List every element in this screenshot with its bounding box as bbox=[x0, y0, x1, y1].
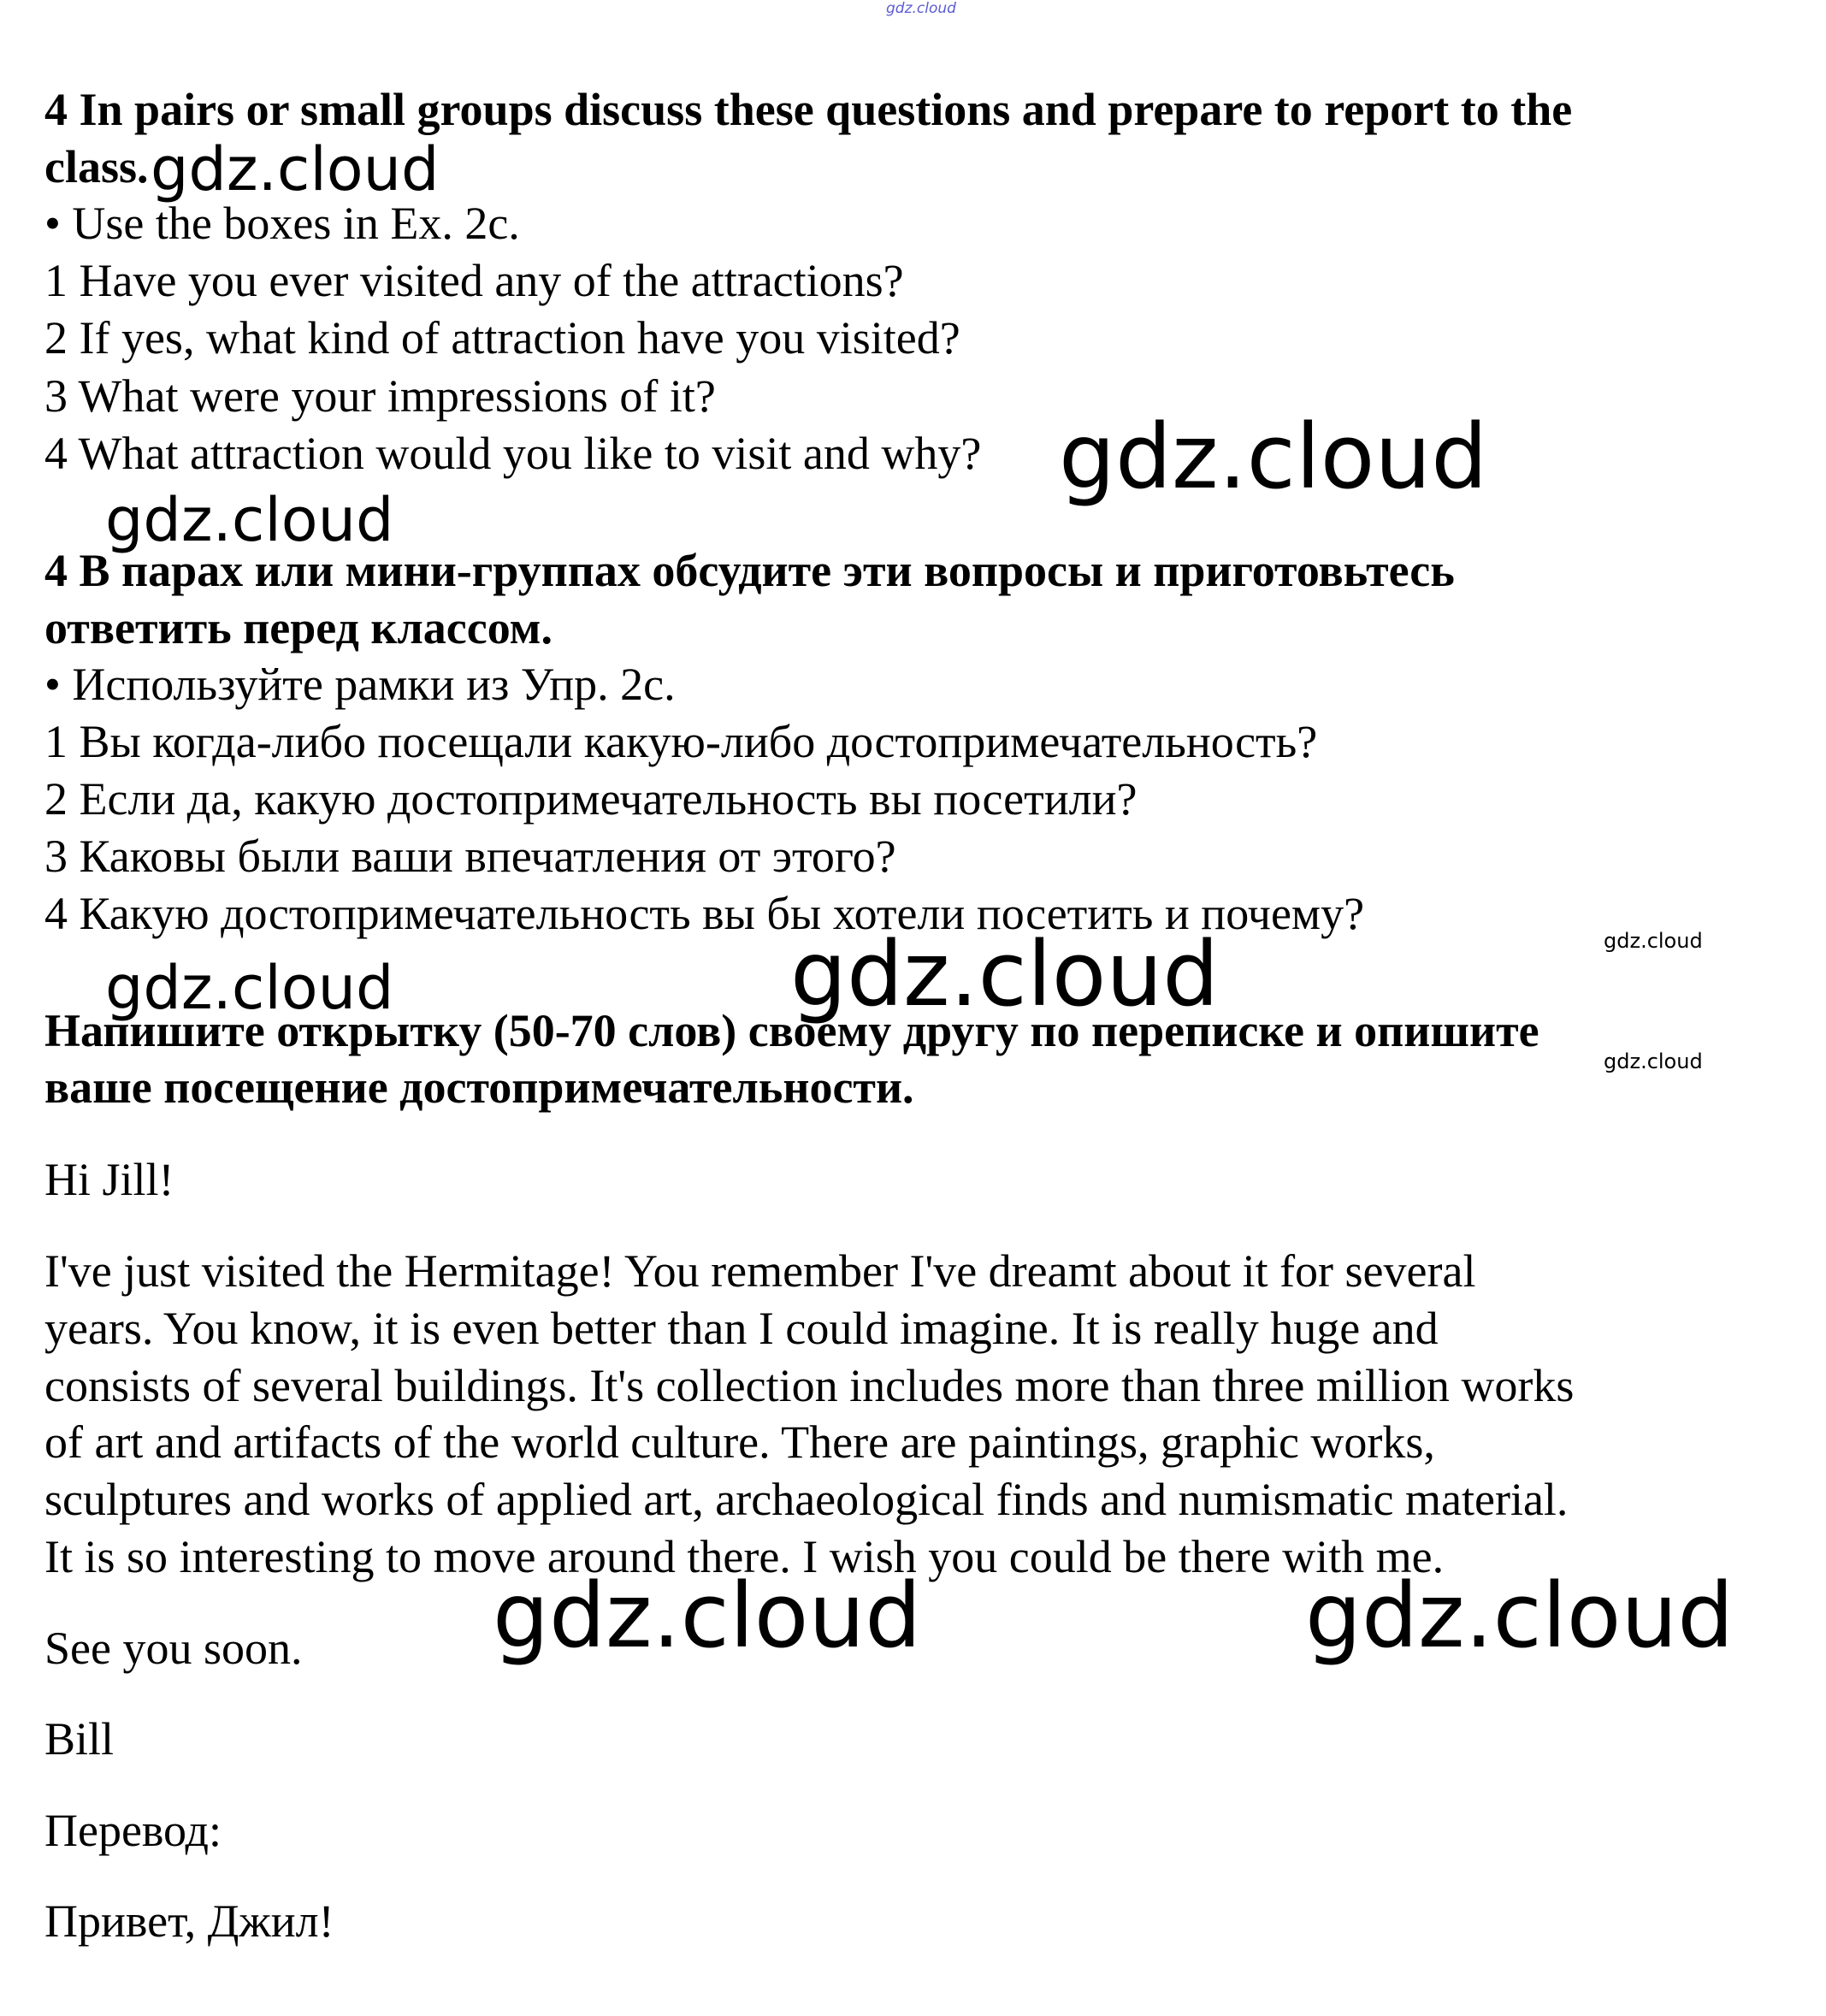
watermark: gdz.cloud bbox=[151, 134, 440, 204]
translation-greeting: Привет, Джил! bbox=[44, 1895, 334, 1947]
letter-body-line-4: of art and artifacts of the world culture. There are paintings, graphic works, bbox=[44, 1416, 1435, 1468]
watermark: gdz.cloud bbox=[1059, 405, 1488, 509]
english-question-1: 1 Have you ever visited any of the attractions? bbox=[44, 255, 904, 306]
letter-signature: Bill bbox=[44, 1713, 115, 1765]
letter-body-line-3: consists of several buildings. It's collection includes more than three million works bbox=[44, 1360, 1575, 1411]
writing-task-heading-line1: Напишите открытку (50-70 слов) своему другу по переписке и опишите bbox=[44, 1005, 1539, 1056]
russian-task-heading-line1: 4 В парах или мини-группах обсудите эти вопросы и приготовьтесь bbox=[44, 545, 1455, 596]
russian-task-heading-line2: ответить перед классом. bbox=[44, 602, 553, 653]
letter-greeting: Hi Jill! bbox=[44, 1154, 174, 1205]
writing-task-heading-line2: ваше посещение достопримечательности. bbox=[44, 1061, 914, 1113]
watermark: gdz.cloud bbox=[105, 485, 394, 555]
watermark: gdz.cloud bbox=[790, 922, 1220, 1026]
letter-body-line-6: It is so interesting to move around there. I wish you could be there with me. bbox=[44, 1531, 1445, 1582]
watermark: gdz.cloud bbox=[1305, 1564, 1734, 1668]
letter-body-line-1: I've just visited the Hermitage! You remember I've dreamt about it for several bbox=[44, 1245, 1476, 1297]
letter-body-line-2: years. You know, it is even better than I could imagine. It is really huge and bbox=[44, 1303, 1439, 1354]
watermark-top: gdz.cloud bbox=[886, 0, 956, 17]
watermark: gdz.cloud bbox=[493, 1564, 922, 1668]
letter-closing: See you soon. bbox=[44, 1623, 303, 1674]
translation-label: Перевод: bbox=[44, 1805, 222, 1856]
russian-question-1: 1 Вы когда-либо посещали какую-либо достопримечательность? bbox=[44, 716, 1318, 767]
english-task-instruction: • Use the boxes in Ex. 2c. bbox=[44, 198, 520, 249]
russian-task-instruction: • Используйте рамки из Упр. 2с. bbox=[44, 659, 676, 710]
english-question-4: 4 What attraction would you like to visit and why? bbox=[44, 428, 982, 479]
russian-question-4: 4 Какую достопримечательность вы бы хотели посетить и почему? bbox=[44, 888, 1365, 939]
english-question-2: 2 If yes, what kind of attraction have you visited? bbox=[44, 312, 960, 364]
watermark: gdz.cloud bbox=[105, 953, 394, 1023]
watermark: gdz.cloud bbox=[1604, 1049, 1703, 1073]
russian-question-2: 2 Если да, какую достопримечательность вы посетили? bbox=[44, 773, 1138, 825]
english-question-3: 3 What were your impressions of it? bbox=[44, 370, 716, 422]
english-task-heading-line2: class. bbox=[44, 141, 149, 192]
russian-question-3: 3 Каковы были ваши впечатления от этого? bbox=[44, 831, 896, 882]
watermark: gdz.cloud bbox=[1604, 929, 1703, 953]
english-task-heading-line1: 4 In pairs or small groups discuss these questions and prepare to report to the bbox=[44, 84, 1573, 135]
letter-body-line-5: sculptures and works of applied art, archaeological finds and numismatic material. bbox=[44, 1474, 1569, 1525]
